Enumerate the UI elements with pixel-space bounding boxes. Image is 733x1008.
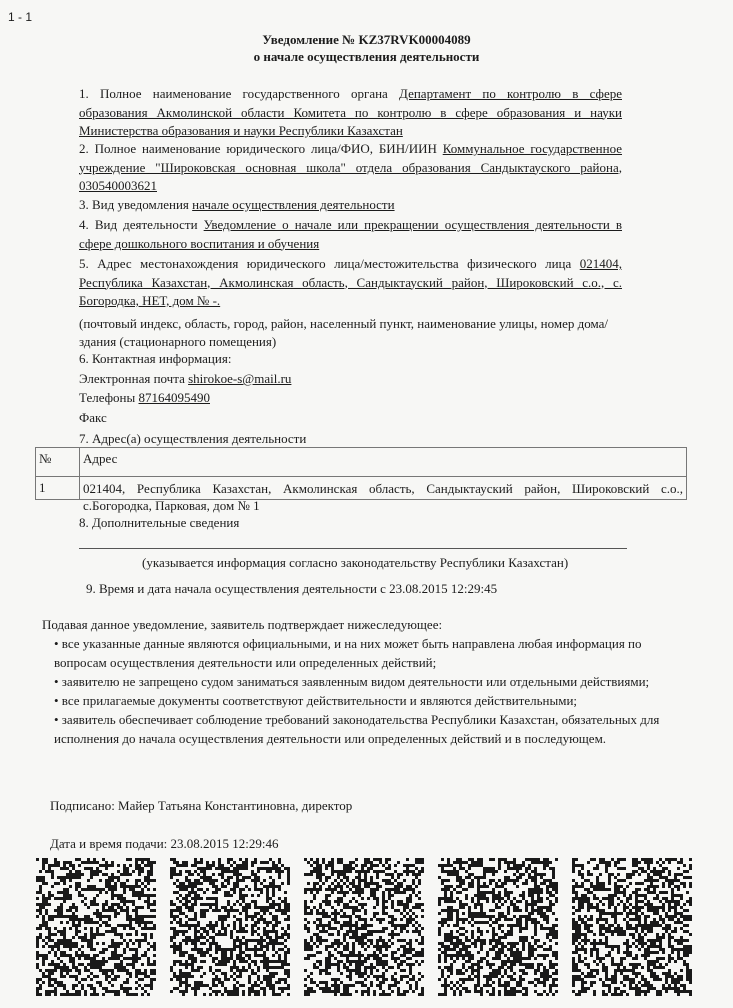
barcode-3-icon [304,858,424,998]
email-label: Электронная почта [79,371,185,386]
table-header-address: Адрес [80,448,687,477]
address-note: (почтовый индекс, область, город, район, населенный пункт, наименование улицы, номер дома/здания (стационарного помещения) [79,316,609,349]
page-number: 1 - 1 [8,10,33,24]
item-2 [79,140,622,196]
submission-date: Дата и время подачи: 23.08.2015 12:29:46 [50,836,279,851]
item-1 [79,85,622,141]
declaration-item-1: • все указанные данные являются официальными, и на них может быть направлена любая информация по вопросам осуществления деятельности или определенных действий; [54,636,642,670]
declaration-intro: Подавая данное уведомление, заявитель подтверждает нижеследующее: [42,617,443,632]
item-8-note: (указывается информация согласно законодательству Республики Казахстан) [142,555,569,570]
table-header-num: № [36,448,80,477]
table-header-row [36,448,687,477]
barcode-5-icon [572,858,692,998]
item-4-value: Уведомление о начале или прекращении осуществления деятельности в сфере дошкольного воспитания и обучения [79,217,622,251]
divider-line [79,548,627,549]
item-2-value: Коммунальное государственное учреждение "Широковская основная школа" отдела образования Сандыктауского района, 030540003621 [79,141,622,193]
item-1-label: 1. Полное наименование государственного органа [79,86,388,101]
item-6-label: 6. Контактная информация: [79,351,232,366]
item-9: 9. Время и дата начала осуществления деятельности с 23.08.2015 12:29:45 [86,581,498,596]
declaration-item-3: • все прилагаемые документы соответствуют действительности и являются действительными; [54,693,578,708]
document-subtitle: о начале осуществления деятельности [253,49,480,64]
fax-label: Факс [79,410,107,425]
barcode-1-icon [36,858,156,998]
item-8-label: 8. Дополнительные сведения [79,515,240,530]
table-row [36,477,687,500]
item-3-value: начале осуществления деятельности [192,197,395,212]
item-3 [79,196,622,215]
table-cell-num: 1 [36,477,80,500]
item-3-label: 3. Вид уведомления [79,197,189,212]
item-4 [79,216,622,253]
item-5-value: 021404, Республика Казахстан, Акмолинская область, Сандыктауский район, Широковский с.о., с. Богородка, НЕТ, дом № -. [79,256,622,308]
item-5 [79,255,622,311]
email-value: shirokoe-s@mail.ru [188,371,292,386]
signature-line: Подписано: Майер Татьяна Константиновна, директор [50,798,353,813]
phone-row [79,389,210,407]
item-5-label: 5. Адрес местонахождения юридического лица/местожительства физического лица [79,256,572,271]
item-1-value: Департамент по контролю в сфере образования Акмолинской области Комитета по контролю в сфере образования и науки Министерства образования и науки Республики Казахстан [79,86,622,138]
table-cell-address: 021404, Республика Казахстан, Акмолинская область, Сандыктауский район, Широковский с.о., с.Богородка, Парковая, дом № 1 [83,481,683,513]
declaration [42,615,682,748]
declaration-item-4: • заявитель обеспечивает соблюдение требований законодательства Республики Казахстан, обязательных для исполнения до начала осуществления деятельности или определенных действий и в последующем. [54,712,660,746]
phone-label: Телефоны [79,390,136,405]
phone-value: 87164095490 [138,390,210,405]
address-table [35,447,687,513]
barcode-4-icon [438,858,558,998]
item-7-label: 7. Адрес(а) осуществления деятельности [79,431,307,446]
email-row [79,370,291,388]
document-title: Уведомление № KZ37RVK00004089 [262,32,471,47]
barcode-row [36,858,706,998]
item-2-label: 2. Полное наименование юридического лица/ФИО, БИН/ИИН [79,141,437,156]
declaration-item-2: • заявителю не запрещено судом заниматься заявленным видом деятельности или отдельными действиями; [54,674,650,689]
item-4-label: 4. Вид деятельности [79,217,198,232]
table-cell-address-wrap [80,477,687,513]
barcode-2-icon [170,858,290,998]
